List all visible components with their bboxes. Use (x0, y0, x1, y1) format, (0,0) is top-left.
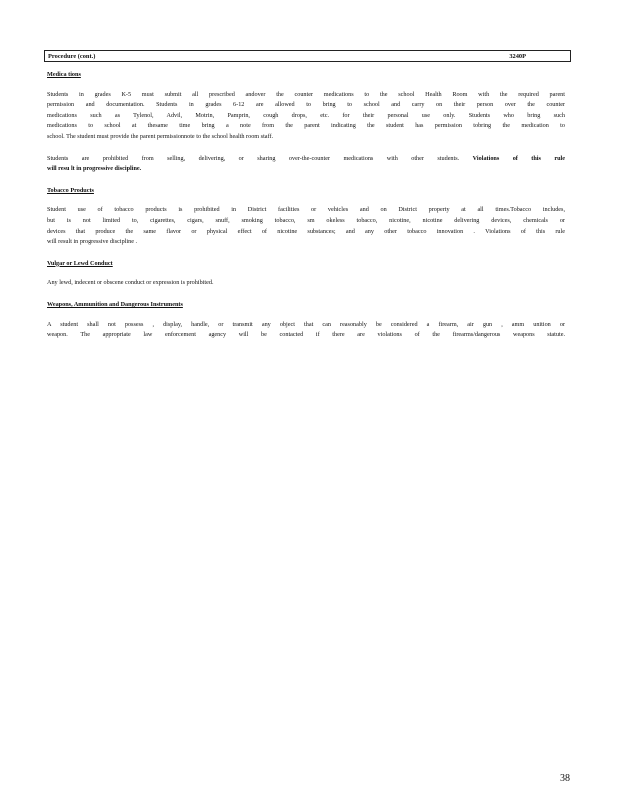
text-line: medications such as Tylenol, Advil, Motrin, Pamprin, cough drops, etc. for their personal use only. Students who bring such (47, 111, 565, 119)
text-line: Student use of tobacco products is prohibited in District facilities or vehicles and on District property at all times.Tobacco includes, (47, 206, 565, 214)
procedure-header-title: Procedure (cont.) (48, 52, 96, 60)
text-line: school. The student must provide the parent permissionnote to the school health room staff. (47, 132, 274, 140)
vulgar-paragraph: Any lewd, indecent or obscene conduct or expression is prohibited. (47, 279, 214, 287)
text-line (47, 154, 565, 165)
text-line: devices that produce the same flavor or physical effect of nicotine substances; and any other tobacco innovation . Violations of this rule (47, 227, 565, 235)
text-run: Students are prohibited from selling, delivering, or sharing over-the-counter medications with other students. (47, 154, 460, 162)
text-line: will result in progressive discipline . (47, 238, 138, 246)
text-line: medications to school at thesame time bring a note from the parent indicating the student has permission tobring the medication to (47, 122, 565, 130)
medications-heading: Medica tions (47, 71, 81, 78)
procedure-code: 3240P (509, 52, 526, 60)
procedure-header-box (44, 50, 571, 62)
medications-paragraph-2 (47, 154, 565, 175)
text-line: A student shall not possess , display, handle, or transmit any object that can reasonably be considered a firearm, air gun , amm unition or (47, 320, 565, 328)
text-line: but is not limited to, cigarettes, cigars, snuff, smoking tobacco, sm okeless tobacco, nicotine, nicotine delivering devices, chemicals or (47, 216, 565, 224)
tobacco-heading: Tobacco Products (47, 186, 94, 194)
document-body (47, 70, 565, 341)
vulgar-heading: Vulgar or Lewd Conduct (47, 259, 113, 267)
violation-warning-continued: will resu lt in progressive discipline. (47, 165, 142, 173)
medications-paragraph-1 (47, 90, 565, 143)
text-line: Students in grades K-5 must submit all prescribed andover the counter medications to the school Health Room with the required parent (47, 90, 565, 98)
page-number: 38 (560, 773, 570, 784)
weapons-paragraph (47, 320, 565, 341)
weapons-heading: Weapons, Ammunition and Dangerous Instruments (47, 300, 183, 308)
text-line: weapon. The appropriate law enforcement agency will be contacted if there are violations of the firearms/dangerous weapons statute. (47, 331, 565, 339)
violation-warning: Violations of this rule (472, 154, 566, 162)
tobacco-paragraph (47, 205, 565, 247)
text-line: permission and documentation. Students in grades 6-12 are allowed to bring to school and carry on their person over the counter (47, 101, 565, 109)
